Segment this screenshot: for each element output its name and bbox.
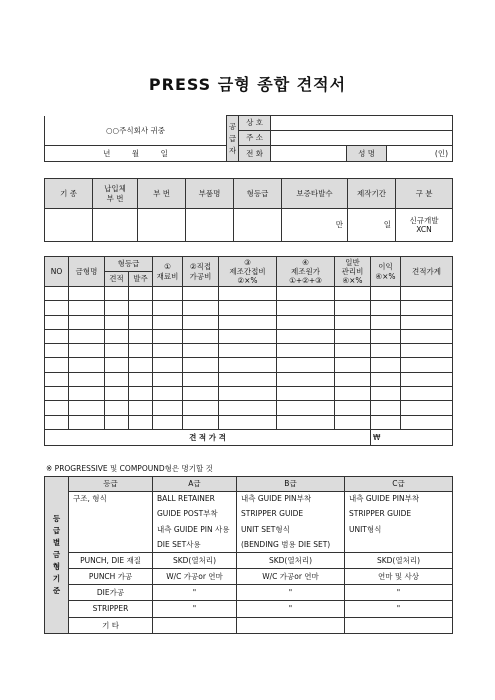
spec-header-part-no: 부 번: [138, 179, 186, 209]
estimate-cell[interactable]: [277, 387, 335, 401]
estimate-cell[interactable]: [129, 387, 153, 401]
address-field-label: 주 소: [239, 131, 271, 146]
estimate-row: [45, 344, 453, 358]
grade-row-b: ": [237, 601, 345, 617]
grade-row-c: SKD(열처리): [345, 552, 453, 568]
est-header-grade: 형등급: [105, 257, 153, 272]
grade-row-a: W/C 가공or 연마: [153, 568, 237, 584]
estimate-cell[interactable]: [129, 344, 153, 358]
grade-b-structure: (BENDING 범용 DIE SET): [237, 537, 345, 552]
estimate-cell[interactable]: [219, 372, 277, 386]
grade-row-a: SKD(열처리): [153, 552, 237, 568]
estimate-cell[interactable]: [105, 315, 129, 329]
estimate-cell[interactable]: [219, 387, 277, 401]
estimate-cell[interactable]: [45, 287, 69, 301]
estimate-cell[interactable]: [335, 358, 371, 372]
grade-row-label: 기 타: [69, 617, 153, 633]
estimate-total-label: 견 적 가 격: [45, 429, 371, 445]
estimate-cell[interactable]: [45, 387, 69, 401]
estimate-cell[interactable]: [105, 287, 129, 301]
estimate-cell[interactable]: [219, 401, 277, 415]
name-field-label: 성 명: [347, 146, 387, 162]
est-header-grade-order: 발주: [129, 272, 153, 287]
estimate-cell[interactable]: [219, 344, 277, 358]
estimate-cell[interactable]: [45, 344, 69, 358]
estimate-cell[interactable]: [335, 344, 371, 358]
spec-guarantee-field[interactable]: 만: [282, 209, 348, 242]
spec-table: [44, 178, 453, 242]
estimate-cell[interactable]: [371, 315, 401, 329]
spec-header-period: 제작기간: [348, 179, 396, 209]
est-header-cost: ④ 제조원가 ①+②+③: [277, 257, 335, 287]
estimate-cell[interactable]: [45, 315, 69, 329]
grade-row-c: ": [345, 601, 453, 617]
estimate-cell[interactable]: [371, 358, 401, 372]
estimate-cell[interactable]: [153, 387, 183, 401]
estimate-cell[interactable]: [335, 287, 371, 301]
grade-row-a: ": [153, 601, 237, 617]
grade-c-structure: UNIT형식: [345, 522, 453, 537]
grade-row: [45, 552, 453, 568]
estimate-cell[interactable]: [219, 358, 277, 372]
estimate-row: [45, 415, 453, 429]
estimate-cell[interactable]: [45, 401, 69, 415]
grade-c-structure: 내측 GUIDE PIN부착: [345, 491, 453, 506]
grade-header-a: A급: [153, 477, 237, 492]
est-header-direct: ②직접 가공비: [183, 257, 219, 287]
phone-field[interactable]: [271, 146, 347, 162]
estimate-cell[interactable]: [335, 401, 371, 415]
estimate-cell[interactable]: [277, 344, 335, 358]
estimate-cell[interactable]: [129, 358, 153, 372]
grade-row: [45, 601, 453, 617]
estimate-cell[interactable]: [69, 401, 105, 415]
estimate-row: [45, 401, 453, 415]
est-header-price: 견적가계: [401, 257, 453, 287]
estimate-cell[interactable]: [129, 301, 153, 315]
estimate-cell[interactable]: [153, 415, 183, 429]
estimate-cell[interactable]: [371, 287, 401, 301]
grade-b-structure: UNIT SET형식: [237, 522, 345, 537]
estimate-cell[interactable]: [153, 372, 183, 386]
estimate-cell[interactable]: [219, 315, 277, 329]
spec-model-field[interactable]: [45, 209, 93, 242]
estimate-cell[interactable]: [105, 372, 129, 386]
spec-header-model: 기 종: [45, 179, 93, 209]
grade-row-b: [237, 617, 345, 633]
estimate-cell[interactable]: [45, 358, 69, 372]
grade-structure-label: 구조, 형식: [69, 491, 153, 552]
estimate-cell[interactable]: [401, 387, 453, 401]
date-line[interactable]: 년 월 일: [45, 146, 227, 162]
estimate-cell[interactable]: [45, 329, 69, 343]
grade-c-structure: STRIPPER GUIDE: [345, 506, 453, 521]
estimate-cell[interactable]: [129, 315, 153, 329]
note-text: ※ PROGRESSIVE 및 COMPOUND형은 명기할 것: [46, 464, 213, 473]
spec-division-field[interactable]: 신규개발 XCN: [396, 209, 453, 242]
grade-row-label: PUNCH, DIE 재질: [69, 552, 153, 568]
est-header-profit: 이익 ④×%: [371, 257, 401, 287]
estimate-cell[interactable]: [401, 358, 453, 372]
estimate-row: [45, 387, 453, 401]
grade-a-structure: BALL RETAINER: [153, 491, 237, 506]
estimate-cell[interactable]: [219, 329, 277, 343]
estimate-cell[interactable]: [183, 344, 219, 358]
grade-row: [45, 585, 453, 601]
estimate-cell[interactable]: [153, 401, 183, 415]
estimate-cell[interactable]: [277, 358, 335, 372]
grade-row-label: DIE가공: [69, 585, 153, 601]
estimate-cell[interactable]: [105, 329, 129, 343]
estimate-cell[interactable]: [401, 372, 453, 386]
estimate-cell[interactable]: [45, 372, 69, 386]
grade-b-structure: STRIPPER GUIDE: [237, 506, 345, 521]
estimate-cell[interactable]: [183, 358, 219, 372]
est-header-overhead: ③ 제조간접비 ②×%: [219, 257, 277, 287]
estimate-cell[interactable]: [401, 287, 453, 301]
estimate-cell[interactable]: [129, 287, 153, 301]
estimate-cell[interactable]: [371, 344, 401, 358]
est-header-grade-quote: 견적: [105, 272, 129, 287]
estimate-cell[interactable]: [277, 401, 335, 415]
estimate-cell[interactable]: [153, 358, 183, 372]
estimate-cell[interactable]: [335, 301, 371, 315]
estimate-row: [45, 358, 453, 372]
estimate-cell[interactable]: [153, 315, 183, 329]
estimate-cell[interactable]: [183, 387, 219, 401]
estimate-cell[interactable]: [277, 372, 335, 386]
estimate-cell[interactable]: [371, 301, 401, 315]
grade-header-level: 등급: [69, 477, 153, 492]
est-header-material: ① 재료비: [153, 257, 183, 287]
grade-b-structure: 내측 GUIDE PIN부착: [237, 491, 345, 506]
spec-header-guarantee: 보증타발수: [282, 179, 348, 209]
estimate-cell[interactable]: [69, 344, 105, 358]
estimate-cell[interactable]: [69, 301, 105, 315]
estimate-cell[interactable]: [401, 315, 453, 329]
estimate-cell[interactable]: [153, 287, 183, 301]
grade-row-c: ": [345, 585, 453, 601]
estimate-cell[interactable]: [45, 301, 69, 315]
grade-row-b: ": [237, 585, 345, 601]
estimate-cell[interactable]: [371, 415, 401, 429]
estimate-cell[interactable]: [129, 401, 153, 415]
grade-header-c: C급: [345, 477, 453, 492]
spec-part-no-field[interactable]: [138, 209, 186, 242]
est-header-no: NO: [45, 257, 69, 287]
estimate-cell[interactable]: [69, 287, 105, 301]
grade-row-a: ": [153, 585, 237, 601]
spec-grade-field[interactable]: [234, 209, 282, 242]
estimate-cell[interactable]: [183, 372, 219, 386]
est-header-mold-name: 금형명: [69, 257, 105, 287]
estimate-cell[interactable]: [371, 329, 401, 343]
estimate-row: [45, 329, 453, 343]
grade-a-structure: GUIDE POST부착: [153, 506, 237, 521]
grade-a-structure: DIE SET사용: [153, 537, 237, 552]
spec-header-part-name: 부품명: [186, 179, 234, 209]
address-field[interactable]: [271, 131, 453, 146]
estimate-cell[interactable]: [183, 329, 219, 343]
estimate-cell[interactable]: [277, 287, 335, 301]
grade-row-a: [153, 617, 237, 633]
estimate-cell[interactable]: [401, 301, 453, 315]
estimate-cell[interactable]: [69, 358, 105, 372]
estimate-row: [45, 301, 453, 315]
estimate-cell[interactable]: [153, 301, 183, 315]
grade-row-b: SKD(열처리): [237, 552, 345, 568]
grade-table: [44, 476, 453, 634]
grade-row: [45, 617, 453, 633]
grade-row-c: 연마 및 사상: [345, 568, 453, 584]
spec-supplier-part-field[interactable]: [93, 209, 138, 242]
estimate-cell[interactable]: [105, 401, 129, 415]
estimate-cell[interactable]: [183, 287, 219, 301]
estimate-total-row: [45, 429, 453, 445]
estimate-cell[interactable]: [335, 329, 371, 343]
estimate-cell[interactable]: [219, 415, 277, 429]
estimate-cell[interactable]: [105, 415, 129, 429]
estimate-cell[interactable]: [69, 329, 105, 343]
estimate-cell[interactable]: [335, 372, 371, 386]
estimate-cell[interactable]: [183, 415, 219, 429]
estimate-cell[interactable]: [277, 301, 335, 315]
grade-row-label: PUNCH 가공: [69, 568, 153, 584]
estimate-cell[interactable]: [401, 344, 453, 358]
seal-field[interactable]: (인): [387, 146, 453, 162]
company-field[interactable]: [271, 116, 453, 131]
estimate-cell[interactable]: [105, 358, 129, 372]
grade-header-b: B급: [237, 477, 345, 492]
grade-c-structure: [345, 537, 453, 552]
estimate-cell[interactable]: [401, 329, 453, 343]
estimate-cell[interactable]: [219, 287, 277, 301]
estimate-cell[interactable]: [183, 401, 219, 415]
estimate-cell[interactable]: [401, 401, 453, 415]
supplier-label: 공 급 자: [227, 116, 239, 162]
estimate-cell[interactable]: [183, 315, 219, 329]
estimate-cell[interactable]: [277, 315, 335, 329]
estimate-cell[interactable]: [219, 301, 277, 315]
estimate-total-value[interactable]: ₩: [371, 429, 453, 445]
estimate-cell[interactable]: [129, 415, 153, 429]
page-title: PRESS 금형 종합 견적서: [148, 75, 347, 94]
company-field-label: 상 호: [239, 116, 271, 131]
estimate-cell[interactable]: [69, 415, 105, 429]
estimate-cell[interactable]: [371, 401, 401, 415]
estimate-cell[interactable]: [371, 387, 401, 401]
grade-row-c: [345, 617, 453, 633]
recipient: ○○주식회사 귀중: [45, 116, 227, 146]
estimate-cell[interactable]: [45, 415, 69, 429]
grade-row-label: STRIPPER: [69, 601, 153, 617]
grade-side-label: 등 급 별 금 형 기 준: [45, 477, 69, 634]
est-header-admin: 일반 관리비 ④×%: [335, 257, 371, 287]
estimate-cell[interactable]: [183, 301, 219, 315]
grade-a-structure: 내측 GUIDE PIN 사용: [153, 522, 237, 537]
estimate-table: [44, 256, 453, 446]
grade-row-b: W/C 가공or 연마: [237, 568, 345, 584]
estimate-cell[interactable]: [335, 315, 371, 329]
estimate-cell[interactable]: [335, 415, 371, 429]
phone-field-label: 전 화: [239, 146, 271, 162]
estimate-row: [45, 315, 453, 329]
estimate-cell[interactable]: [105, 387, 129, 401]
estimate-cell[interactable]: [277, 329, 335, 343]
estimate-cell[interactable]: [335, 387, 371, 401]
estimate-row: [45, 372, 453, 386]
estimate-cell[interactable]: [129, 372, 153, 386]
grade-structure-row: [45, 491, 453, 506]
spec-header-division: 구 분: [396, 179, 453, 209]
estimate-row: [45, 287, 453, 301]
header-table: [44, 115, 453, 162]
estimate-cell[interactable]: [401, 415, 453, 429]
estimate-cell[interactable]: [129, 329, 153, 343]
estimate-cell[interactable]: [153, 344, 183, 358]
estimate-cell[interactable]: [105, 344, 129, 358]
estimate-cell[interactable]: [277, 415, 335, 429]
estimate-cell[interactable]: [153, 329, 183, 343]
estimate-cell[interactable]: [69, 387, 105, 401]
estimate-cell[interactable]: [69, 315, 105, 329]
spec-part-name-field[interactable]: [186, 209, 234, 242]
estimate-cell[interactable]: [69, 372, 105, 386]
estimate-cell[interactable]: [105, 301, 129, 315]
spec-header-grade: 형등급: [234, 179, 282, 209]
spec-header-supplier-part: 납입체 부 번: [93, 179, 138, 209]
estimate-cell[interactable]: [371, 372, 401, 386]
grade-row: [45, 568, 453, 584]
spec-period-field[interactable]: 일: [348, 209, 396, 242]
